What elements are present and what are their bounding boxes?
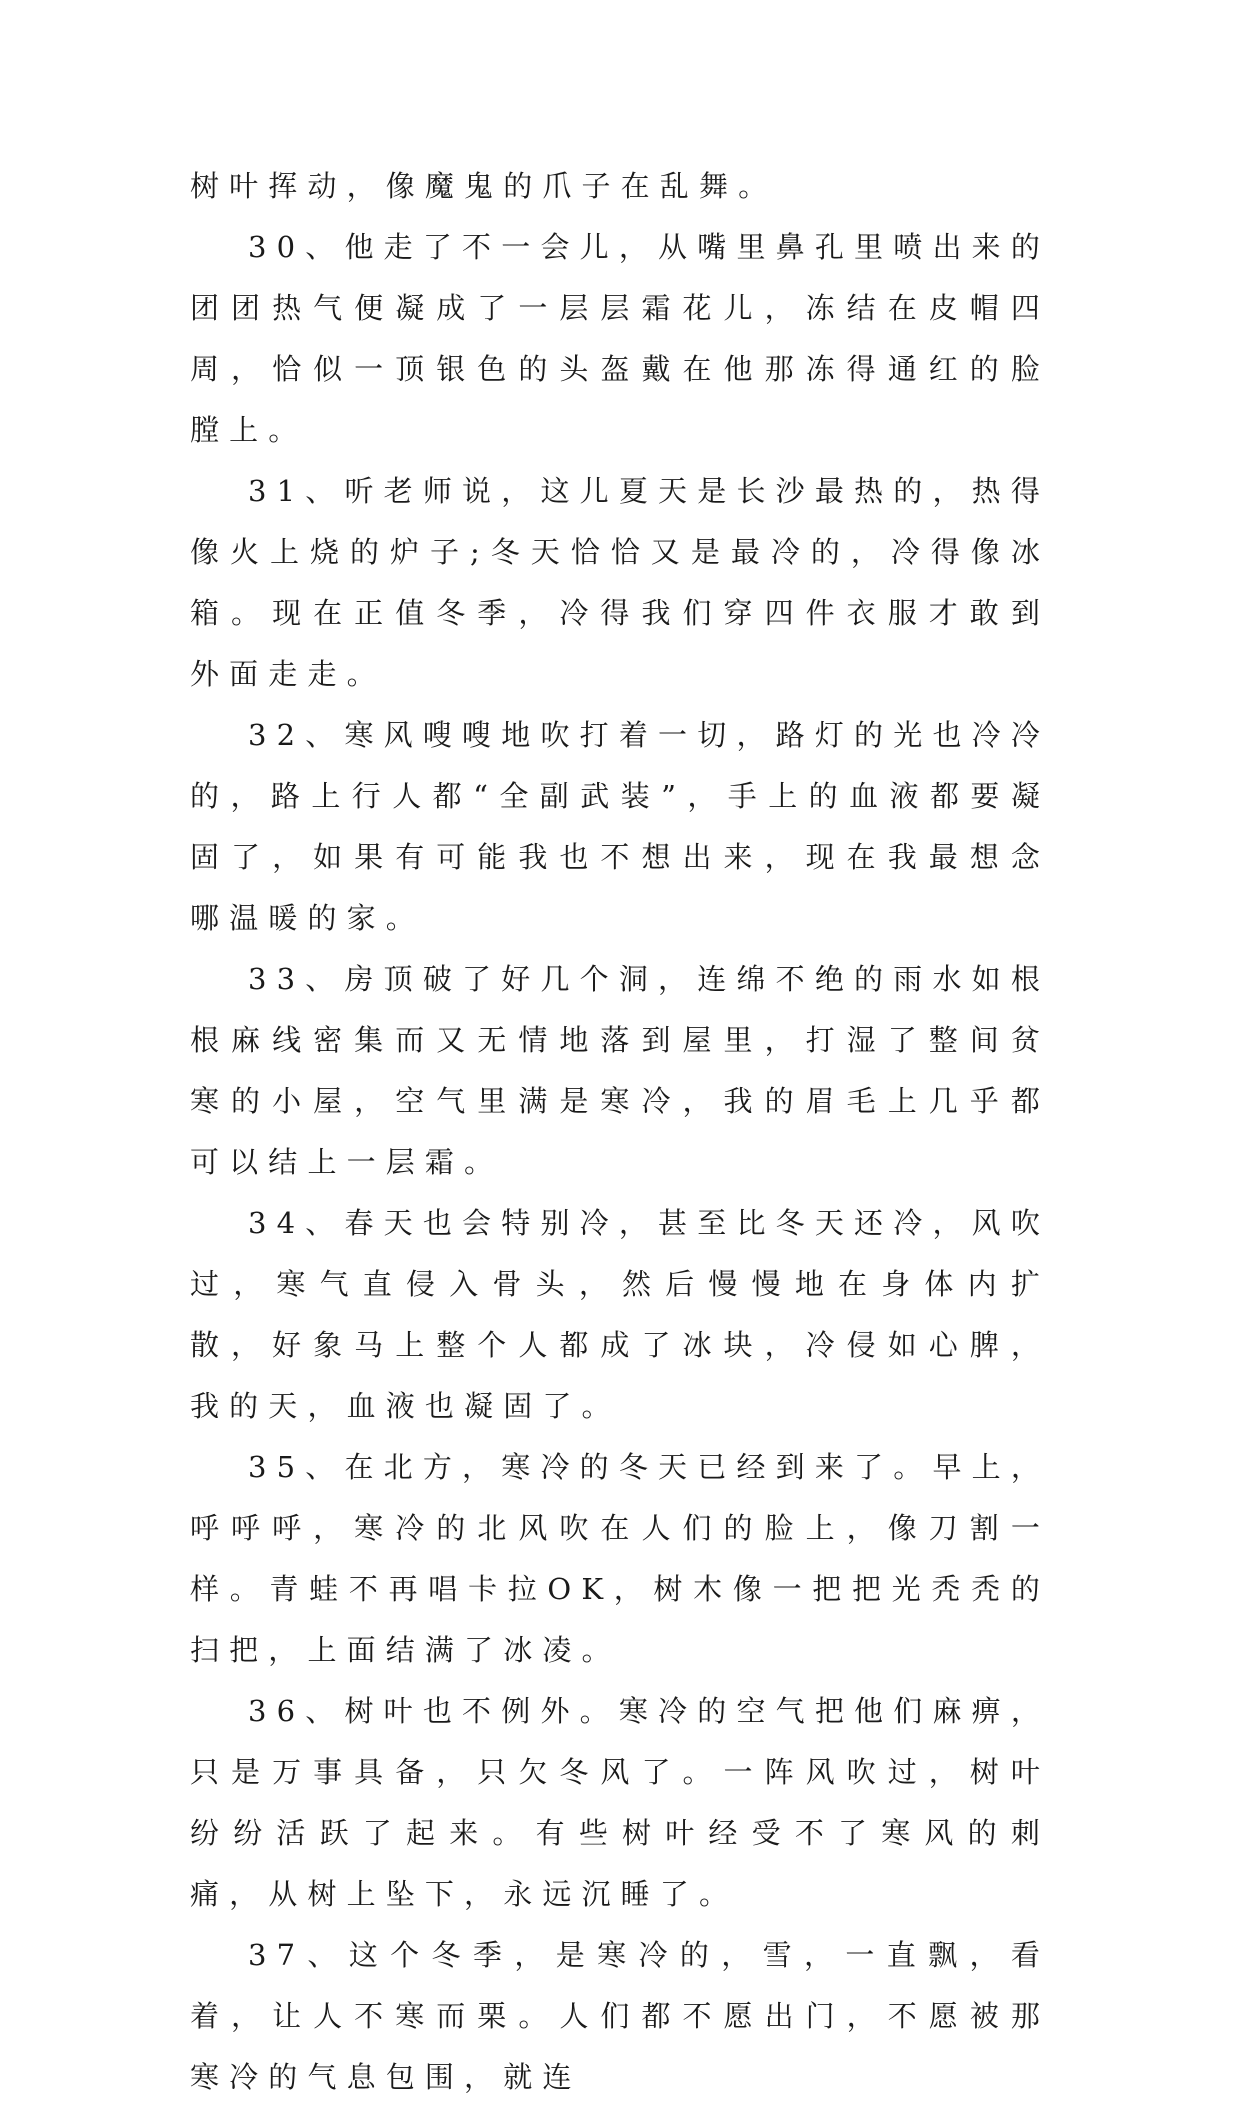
document-body — [190, 156, 1050, 2108]
paragraph-37: 37、这个冬季，是寒冷的，雪，一直飘，看着，让人不寒而栗。人们都不愿出门，不愿被那寒冷的气息包围，就连 — [190, 1938, 1050, 2094]
paragraph-31: 31、听老师说，这儿夏天是长沙最热的，热得像火上烧的炉子;冬天恰恰又是最冷的，冷得像冰箱。现在正值冬季，冷得我们穿四件衣服才敢到外面走走。 — [190, 474, 1050, 691]
paragraph-35: 35、在北方，寒冷的冬天已经到来了。早上，呼呼呼，寒冷的北风吹在人们的脸上，像刀割一样。青蛙不再唱卡拉OK，树木像一把把光秃秃的扫把，上面结满了冰凌。 — [190, 1450, 1050, 1667]
paragraph-0: 树叶挥动，像魔鬼的爪子在乱舞。 — [190, 169, 778, 203]
paragraph-30: 30、他走了不一会儿，从嘴里鼻孔里喷出来的团团热气便凝成了一层层霜花儿，冻结在皮帽四周，恰似一顶银色的头盔戴在他那冻得通红的脸膛上。 — [190, 230, 1050, 447]
paragraph-36: 36、树叶也不例外。寒冷的空气把他们麻痹，只是万事具备，只欠冬风了。一阵风吹过，树叶纷纷活跃了起来。有些树叶经受不了寒风的刺痛，从树上坠下，永远沉睡了。 — [190, 1694, 1050, 1911]
paragraph-32: 32、寒风嗖嗖地吹打着一切，路灯的光也冷冷的，路上行人都“全副武装”，手上的血液都要凝固了，如果有可能我也不想出来，现在我最想念哪温暖的家。 — [190, 718, 1050, 935]
paragraph-34: 34、春天也会特别冷，甚至比冬天还冷，风吹过，寒气直侵入骨头，然后慢慢地在身体内扩散，好象马上整个人都成了冰块，冷侵如心脾，我的天，血液也凝固了。 — [190, 1206, 1050, 1423]
paragraph-33: 33、房顶破了好几个洞，连绵不绝的雨水如根根麻线密集而又无情地落到屋里，打湿了整间贫寒的小屋，空气里满是寒冷，我的眉毛上几乎都可以结上一层霜。 — [190, 962, 1050, 1179]
